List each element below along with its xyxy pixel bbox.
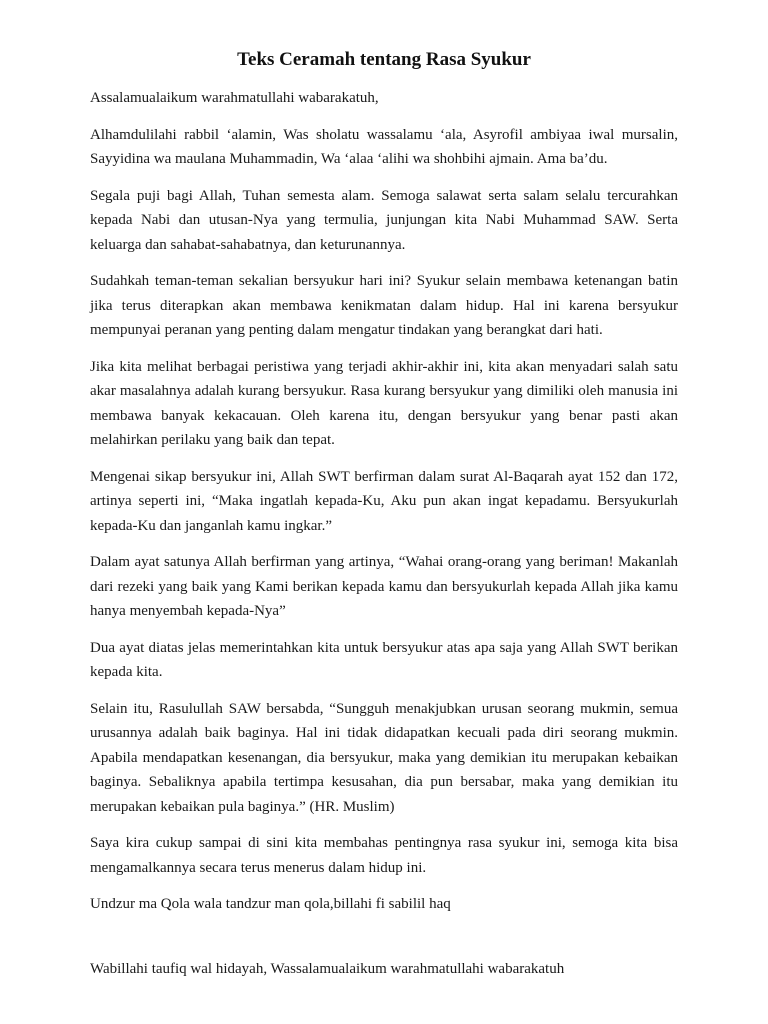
paragraph-opening-praise: Alhamdulilahi rabbil ‘alamin, Was sholatu wassalamu ‘ala, Asyrofil ambiyaa iwal mursalin, Sayyidina wa maulana Muhammadin, Wa ‘alaa ‘alihi wa shohbihi ajmain. Ama ba’du. <box>90 126 678 167</box>
paragraph-second-verse: Dalam ayat satunya Allah berfirman yang artinya, “Wahai orang-orang yang beriman! Makanlah dari rezeki yang baik yang Kami berikan kepada kamu dan bersyukurlah kepada Allah jika kamu hanya menyembah kepada-Nya” <box>90 554 678 619</box>
document-title: Teks Ceramah tentang Rasa Syukur <box>237 49 531 70</box>
paragraph-salawat: Segala puji bagi Allah, Tuhan semesta alam. Semoga salawat serta salam selalu tercurahkan kepada Nabi dan utusan-Nya yang termulia, junjungan kita Nabi Muhammad SAW. Serta keluarga dan sahabat-sahabatnya, dan keturunannya. <box>90 187 678 253</box>
paragraph-question: Sudahkah teman-teman sekalian bersyukur hari ini? Syukur selain membawa ketenangan batin jika terus diterapkan akan membawa kenikmatan dalam hidup. Hal ini karena bersyukur mempunyai peranan yang penting dalam mengatur tindakan yang berangkat dari hati. <box>90 273 678 338</box>
paragraph-quran-verse: Mengenai sikap bersyukur ini, Allah SWT berfirman dalam surat Al-Baqarah ayat 152 dan 172, artinya seperti ini, “Maka ingatlah kepada-Ku, Aku pun akan ingat kepadamu. Bersyukurlah kepada-Ku dan janganlah kamu ingkar.” <box>90 468 678 534</box>
paragraph-summary: Dua ayat diatas jelas memerintahkan kita untuk bersyukur atas apa saja yang Allah SWT berikan kepada kita. <box>90 639 678 680</box>
paragraph-hadith: Selain itu, Rasulullah SAW bersabda, “Sungguh menakjubkan urusan seorang mukmin, semua urusannya adalah baik baginya. Hal ini tidak didapatkan kecuali pada diri seorang mukmin. Apabila mendapatkan kesenangan, dia bersyukur, maka yang demikian itu merupakan kebaikan baginya. Sebaliknya apabila tertimpa kesusahan, dia pun bersabar, maka yang demikian itu merupakan kebaikan pula baginya.” (HR. Muslim) <box>90 700 678 815</box>
paragraph-greeting: Assalamualaikum warahmatullahi wabarakatuh, <box>90 90 379 106</box>
paragraph-farewell: Wabillahi taufiq wal hidayah, Wassalamualaikum warahmatullahi wabarakatuh <box>90 960 565 977</box>
paragraph-closing: Saya kira cukup sampai di sini kita membahas pentingnya rasa syukur ini, semoga kita bisa mengamalkannya secara terus menerus dalam hidup ini. <box>90 835 678 876</box>
paragraph-observation: Jika kita melihat berbagai peristiwa yang terjadi akhir-akhir ini, kita akan menyadari salah satu akar masalahnya adalah kurang bersyukur. Rasa kurang bersyukur yang dimiliki oleh manusia ini membawa banyak kekacauan. Oleh karena itu, dengan bersyukur yang benar pasti akan melahirkan perilaku yang baik dan tepat. <box>90 358 678 448</box>
paragraph-saying: Undzur ma Qola wala tandzur man qola,billahi fi sabilil haq <box>90 896 451 912</box>
